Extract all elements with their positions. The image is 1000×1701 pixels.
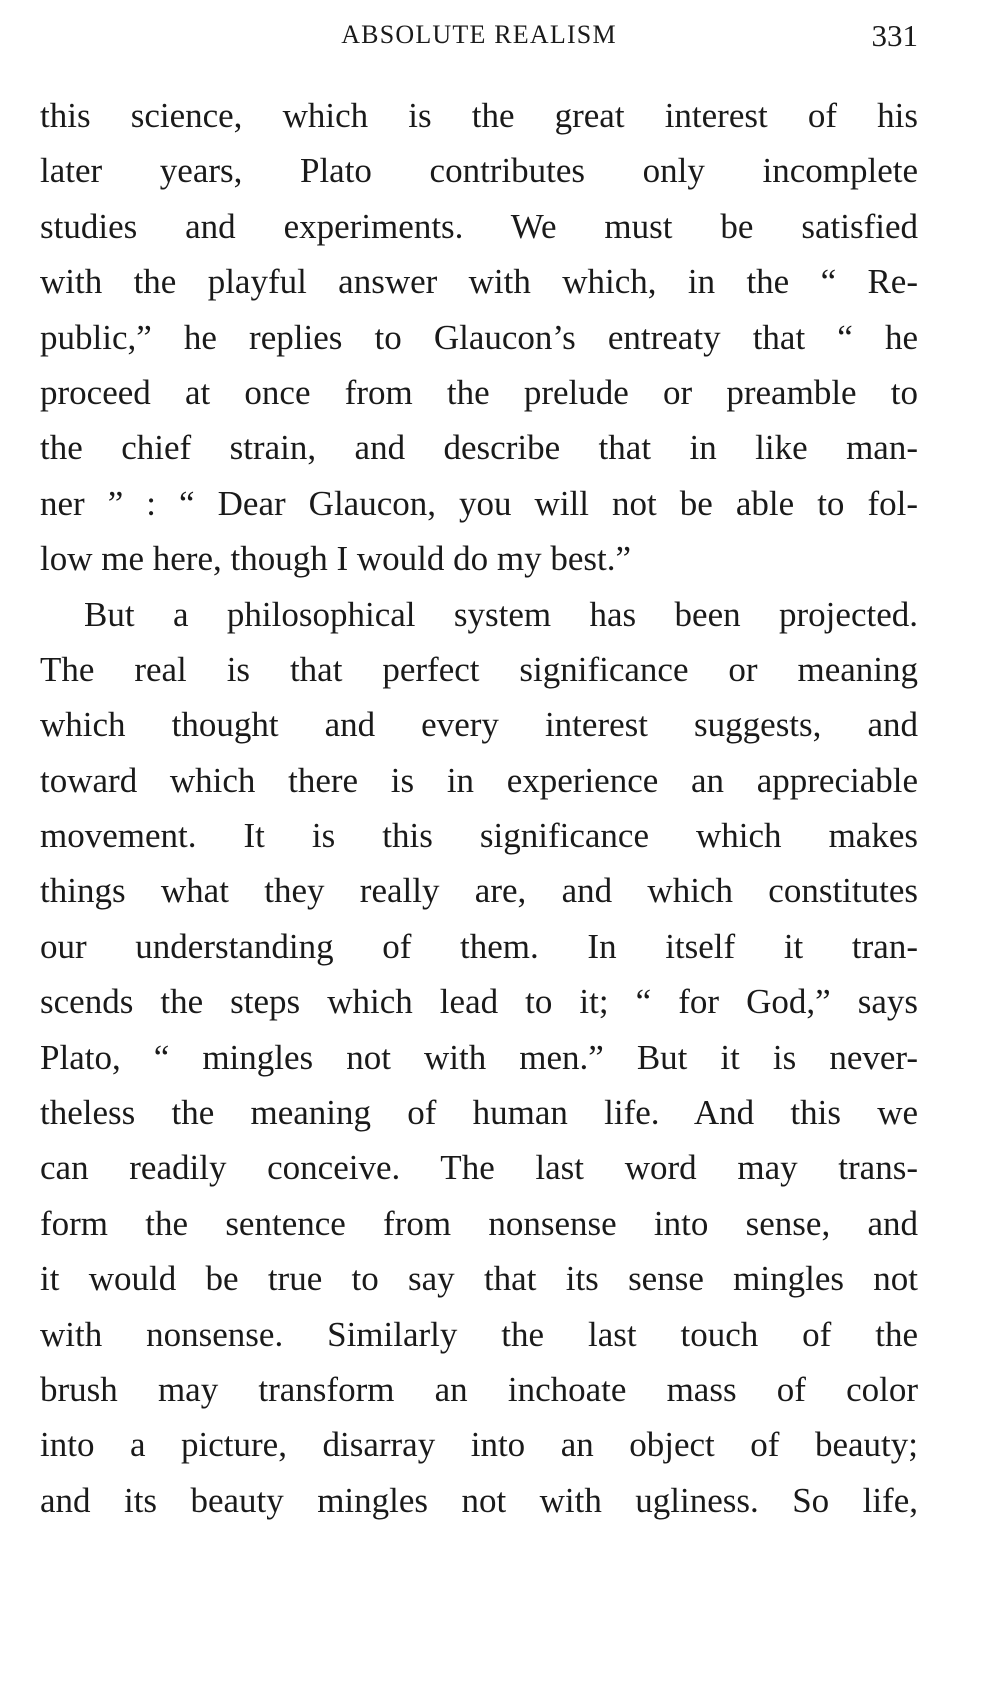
text-line: later years, Plato contributes only incomplete (40, 151, 918, 191)
text-line: The real is that perfect significance or meaning (40, 649, 918, 689)
text-line: theless the meaning of human life. And this we (40, 1093, 918, 1133)
paragraph-2 (40, 587, 918, 1529)
page-number: 331 (871, 18, 918, 53)
text-line: low me here, though I would do my best.” (40, 539, 632, 579)
text-line: proceed at once from the prelude or preamble to (40, 372, 918, 412)
text-line: this science, which is the great interest of his (40, 96, 918, 135)
text-line: our understanding of them. In itself it tran- (40, 926, 918, 966)
text-line: ner ” : “ Dear Glaucon, you will not be able to fol- (40, 483, 918, 523)
text-line: with nonsense. Similarly the last touch of the (40, 1314, 918, 1354)
text-line: toward which there is in experience an appreciable (40, 760, 918, 800)
body-text (40, 88, 918, 1528)
text-line: scends the steps which lead to it; “ for God,” says (40, 982, 918, 1022)
text-line: with the playful answer with which, in the “ Re- (40, 262, 918, 302)
text-line: things what they really are, and which constitutes (40, 871, 918, 911)
text-line: which thought and every interest suggests, and (40, 705, 918, 745)
text-line: the chief strain, and describe that in like man- (40, 428, 918, 468)
text-line: it would be true to say that its sense mingles not (40, 1259, 918, 1299)
text-line: brush may transform an inchoate mass of color (40, 1369, 918, 1409)
running-title: ABSOLUTE REALISM (341, 20, 617, 49)
text-line: can readily conceive. The last word may trans- (40, 1148, 918, 1188)
running-head (40, 12, 918, 62)
text-line: into a picture, disarray into an object of beauty; (40, 1425, 918, 1465)
text-line: movement. It is this significance which makes (40, 816, 918, 856)
paragraph-1 (40, 88, 918, 587)
text-line: form the sentence from nonsense into sense, and (40, 1203, 918, 1243)
text-line: studies and experiments. We must be satisfied (40, 206, 918, 246)
text-line: Plato, “ mingles not with men.” But it is never- (40, 1037, 918, 1077)
text-line: and its beauty mingles not with ugliness. So life, (40, 1480, 918, 1520)
text-line: public,” he replies to Glaucon’s entreaty that “ he (40, 317, 918, 357)
text-line: But a philosophical system has been projected. (84, 594, 918, 634)
